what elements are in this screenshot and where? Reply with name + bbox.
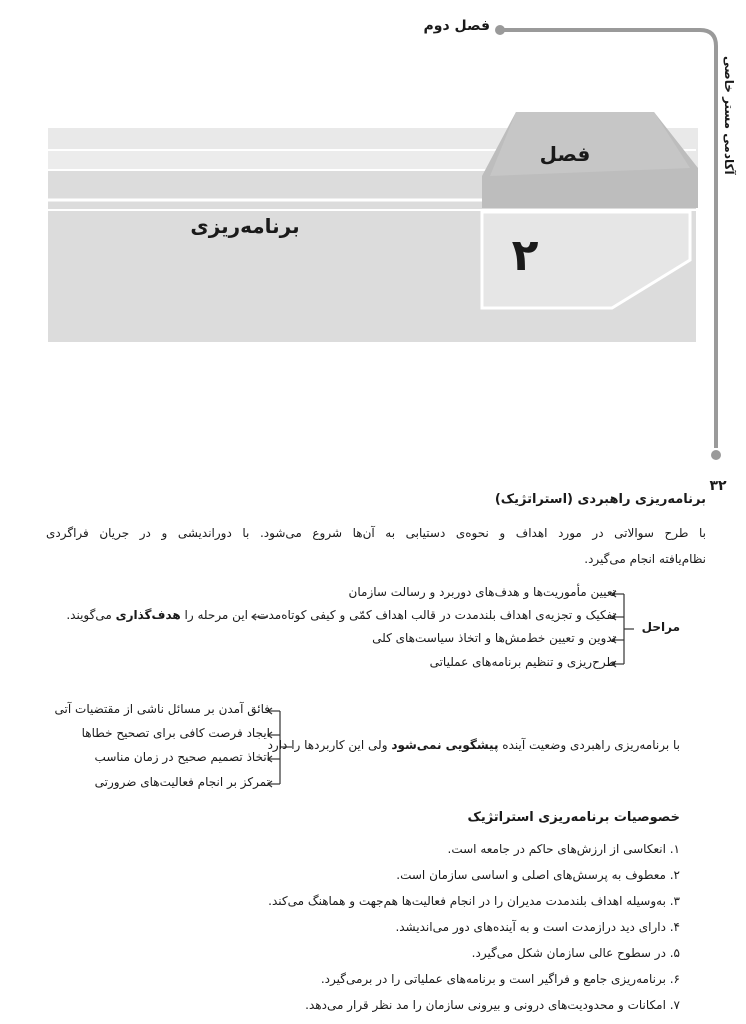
section-heading-characteristics: خصوصیات برنامه‌ریزی استراتژیک [467,810,680,825]
chapter-label: فصل [539,142,591,166]
use-item: تمرکز بر انجام فعالیت‌های ضرورتی [94,775,270,789]
intro-paragraph-line1: با طرح سوالاتی در مورد اهداف و نحوه‌ی دستیابی به آن‌ها شروع می‌شود. با دوراندیشی و در جریان فراگردی [46,526,706,540]
publisher-name: آکادمی مستر خاصی [722,55,736,175]
stage-item: تدوین و تعیین خط‌مش‌ها و اتخاذ سیاست‌های کلی [372,631,616,645]
characteristic-item: ۲. معطوف به پرسش‌های اصلی و اساسی سازمان است. [396,868,680,882]
characteristic-item: ۴. دارای دید درازمدت است و به آینده‌های دور می‌اندیشد. [395,920,680,934]
characteristic-item: ۷. امکانات و محدودیت‌های درونی و بیرونی سازمان را مد نظر قرار می‌دهد. [305,998,680,1012]
intro-paragraph-line2: نظام‌یافته انجام می‌گیرد. [584,552,706,566]
stage-note [66,608,248,622]
stage-note-bold: هدف‌گذاری [115,608,181,622]
characteristic-item: ۱. انعکاسی از ارزش‌های حاکم در جامعه است. [447,842,680,856]
characteristic-item: ۳. به‌وسیله اهداف بلندمدت مدیران را در انجام فعالیت‌ها هم‌جهت و هماهنگ می‌کند. [268,894,680,908]
forecast-post: ولی این کاربردها را دارد [267,738,388,752]
stage-item: تفکیک و تجزیه‌ی اهداف بلندمدت در قالب اهداف کمّی و کیفی کوتاه‌مدت [257,608,616,622]
chapter-banner [48,112,698,342]
stage-note-pre: این مرحله را [184,608,248,622]
stage-item: طرح‌ریزی و تنظیم برنامه‌های عملیاتی [429,655,616,669]
use-item: اتخاذ تصمیم صحیح در زمان مناسب [94,750,270,764]
section-heading-strategic: برنامه‌ریزی راهبردی (استراتژیک) [494,492,706,507]
chapter-number: ۲ [511,230,539,281]
forecast-bold: پیشگویی نمی‌شود [391,738,499,752]
stage-item: تعیین مأموریت‌ها و هدف‌های دوربرد و رسالت سازمان [348,585,616,599]
page-number: ۳۲ [709,478,727,494]
chapter-title: برنامه‌ریزی [190,214,300,238]
stage-note-post: می‌گویند. [66,608,112,622]
stages-label: مراحل [641,620,680,634]
characteristic-item: ۵. در سطوح عالی سازمان شکل می‌گیرد. [471,946,680,960]
use-item: فائق آمدن بر مسائل ناشی از مقتضیات آتی [54,702,270,716]
forecast-statement [268,738,680,752]
characteristic-item: ۶. برنامه‌ریزی جامع و فراگیر است و برنامه‌های عملیاتی را در برمی‌گیرد. [320,972,680,986]
chapter-section-title: فصل دوم [423,18,490,34]
forecast-pre: با برنامه‌ریزی راهبردی وضعیت آینده [502,738,680,752]
use-item: ایجاد فرصت کافی برای تصحیح خطاها [81,726,270,740]
